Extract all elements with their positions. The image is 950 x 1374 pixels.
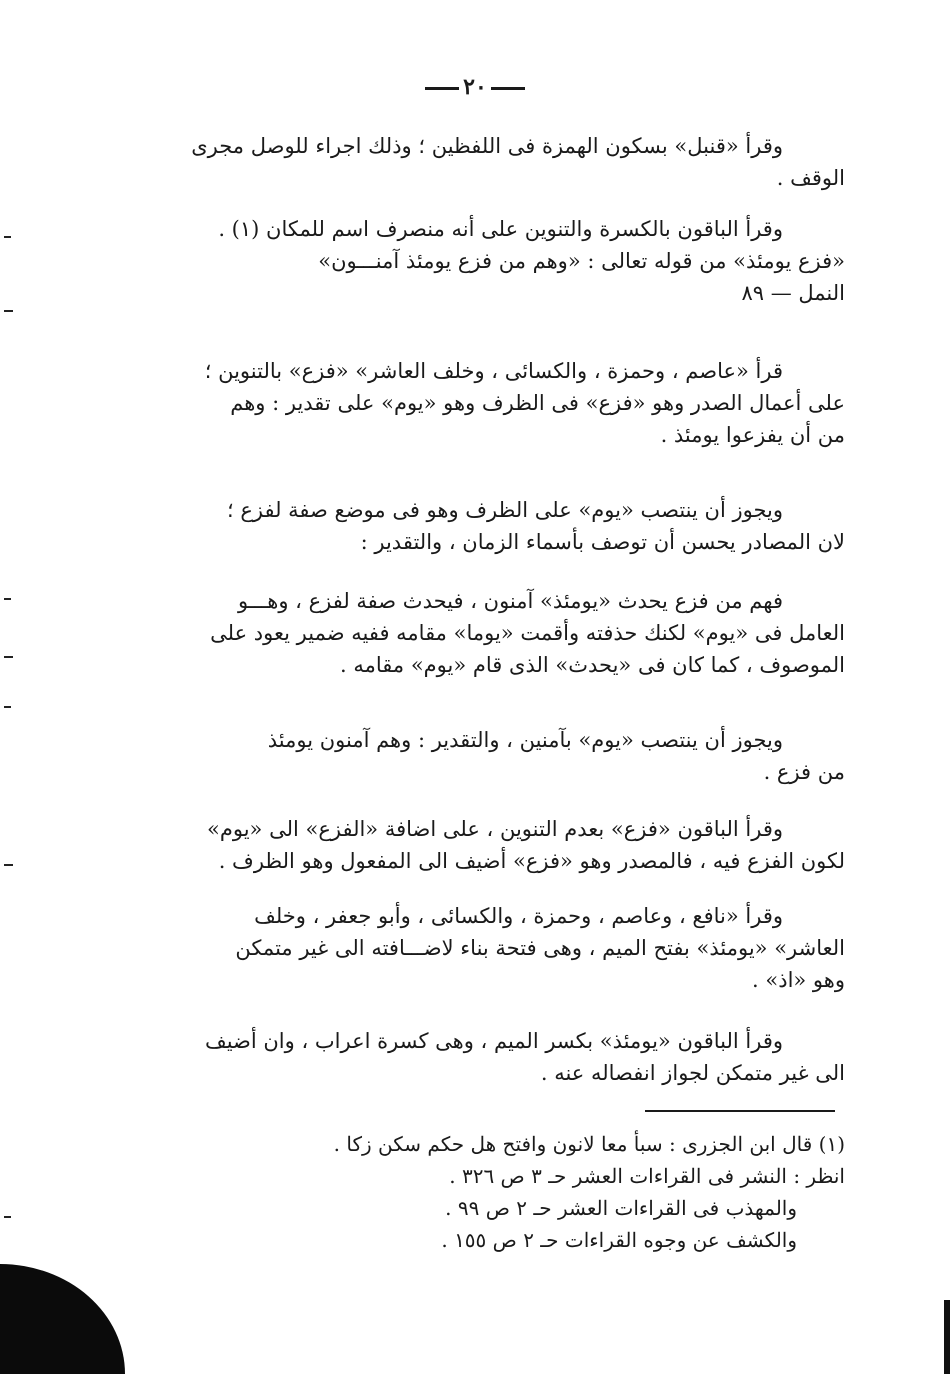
margin-mark <box>4 864 13 866</box>
paragraph-line: «فزع يومئذ» من قوله تعالى : «وهم من فزع يومئذ آمنـــون» <box>318 249 845 273</box>
paragraph-line: لان المصادر يحسن أن توصف بأسماء الزمان ، والتقدير : <box>360 530 845 554</box>
footnote-separator <box>645 1110 835 1112</box>
paragraph-line: على أعمال الصدر وهو «فزع» فى الظرف وهو «يوم» على تقدير : وهم <box>230 391 845 415</box>
page-number <box>0 74 950 100</box>
paragraph <box>155 1025 845 1089</box>
paragraph <box>155 813 845 877</box>
footnote-line: والمهذب فى القراءات العشر حـ ٢ ص ٩٩ . <box>445 1196 797 1220</box>
paragraph-line: الموصوف ، كما كان فى «يحدث» الذى قام «يوم» مقامه . <box>340 653 845 677</box>
paragraph-line: وهو «اذ» . <box>752 968 845 992</box>
paragraph-line: الوقف . <box>776 166 845 190</box>
paragraph <box>155 213 845 309</box>
paragraph <box>155 585 845 681</box>
margin-mark <box>4 656 13 658</box>
paragraph-line: قرأ «عاصم ، وحمزة ، والكسائى ، وخلف العاشر» «فزع» بالتنوين ؛ <box>204 359 783 383</box>
paragraph-line: ويجوز أن ينتصب «يوم» على الظرف وهو فى موضع صفة لفزع ؛ <box>227 498 783 522</box>
footnotes <box>155 1128 845 1256</box>
paragraph-line: وقرأ «نافع ، وعاصم ، وحمزة ، والكسائى ، وأبو جعفر ، وخلف <box>254 904 783 928</box>
paragraph <box>155 355 845 451</box>
scan-edge <box>944 1300 950 1374</box>
footnote-line: (١) قال ابن الجزرى : سبأ معا لانون وافتح هل حكم سكن زكا . <box>333 1132 845 1156</box>
paragraph-line: وقرأ الباقون بالكسرة والتنوين على أنه منصرف اسم للمكان (١) . <box>218 217 783 241</box>
margin-mark <box>4 236 11 238</box>
paragraph-line: وقرأ الباقون «يومئذ» بكسر الميم ، وهى كسرة اعراب ، وان أضيف <box>204 1029 783 1053</box>
paragraph-line: العامل فى «يوم» لكنك حذفته وأقمت «يوما» مقامه ففيه ضمير يعود على <box>210 621 845 645</box>
page-number-dash-left <box>425 87 459 90</box>
footnote-line: والكشف عن وجوه القراءات حـ ٢ ص ١٥٥ . <box>441 1228 797 1252</box>
scan-shadow <box>0 1264 125 1374</box>
paragraph-line: من فزع . <box>763 760 845 784</box>
margin-mark <box>4 1216 11 1218</box>
paragraph <box>155 900 845 996</box>
margin-mark <box>4 706 11 708</box>
paragraph-line: وقرأ «قنبل» بسكون الهمزة فى اللفظين ؛ وذلك اجراء للوصل مجرى <box>191 134 783 158</box>
paragraph-line: لكون الفزع فيه ، فالمصدر وهو «فزع» أضيف الى المفعول وهو الظرف . <box>218 849 845 873</box>
paragraph-line: فهم من فزع يحدث «يومئذ» آمنون ، فيحدث صفة لفزع ، وهـــو <box>237 589 783 613</box>
paragraph <box>155 494 845 558</box>
margin-mark <box>4 598 11 600</box>
footnote-line: انظر : النشر فى القراءات العشر حـ ٣ ص ٣٢٦ . <box>449 1164 845 1188</box>
paragraph-line: وقرأ الباقون «فزع» بعدم التنوين ، على اضافة «الفزع» الى «يوم» <box>207 817 783 841</box>
page-number-dash-right <box>491 87 525 90</box>
page-number-text: ٢٠ <box>463 74 487 100</box>
paragraph-line: من أن يفزعوا يومئذ . <box>660 423 845 447</box>
paragraph <box>155 724 845 788</box>
paragraph-line: ويجوز أن ينتصب «يوم» بآمنين ، والتقدير : وهم آمنون يومئذ <box>267 728 783 752</box>
paragraph <box>155 130 845 194</box>
margin-mark <box>4 310 13 312</box>
paragraph-line: العاشر» «يومئذ» بفتح الميم ، وهى فتحة بناء لاضـــافته الى غير متمكن <box>235 936 845 960</box>
paragraph-line: الى غير متمكن لجواز انفصاله عنه . <box>540 1061 845 1085</box>
paragraph-line: النمل — ٨٩ <box>741 281 845 305</box>
